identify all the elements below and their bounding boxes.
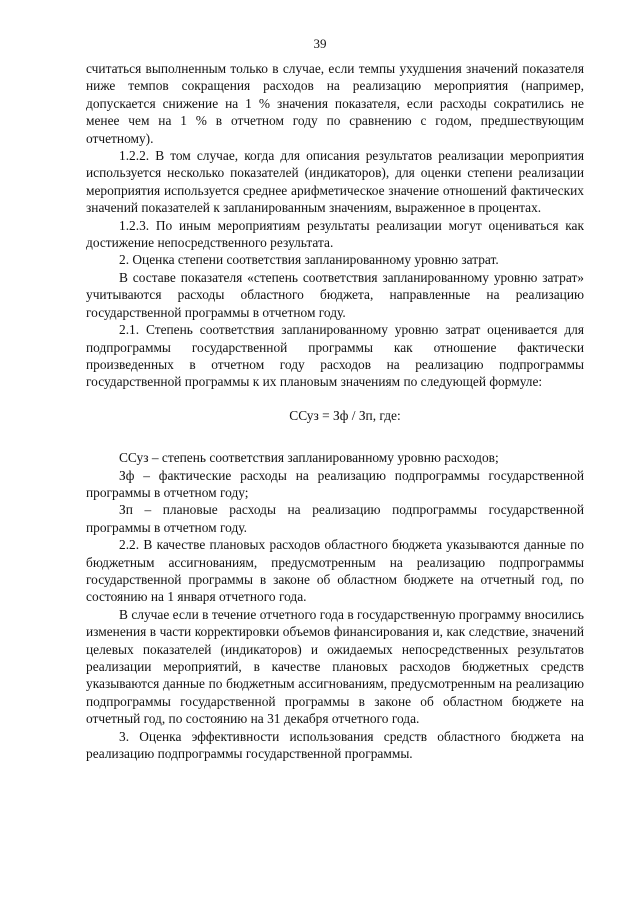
definition-ssuz: ССуз – степень соответствия запланированному уровню расходов; [119, 450, 499, 466]
section-3-heading: 3. Оценка эффективности использования средств областного бюджета на реализацию подпрограммы государственной программы. [86, 728, 584, 762]
document-body [86, 60, 584, 762]
paragraph-1-2-3: 1.2.3. По иным мероприятиям результаты реализации могут оцениваться как достижение непосредственного результата. [86, 217, 584, 251]
formula: ССуз = Зф / Зп, где: [289, 407, 401, 423]
definition-zf: Зф – фактические расходы на реализацию подпрограммы государственной программы в отчетном году; [86, 467, 584, 500]
paragraph-program-changes: В случае если в течение отчетного года в государственную программу вносились изменения в части корректировки объемов финансирования и, как следствие, значений целевых показателей (индикаторов) и ожидаемых непосредственных результатов реализации мероприятий, в качестве плановых расходов бюджетных средств указываются данные по бюджетным ассигнованиям, предусмотренным на реализацию подпрограммы государственной программы в законе об областном бюджете на отчетный год, по состоянию на 31 декабря отчетного года. [86, 606, 584, 727]
section-2-heading: 2. Оценка степени соответствия запланированному уровню затрат. [119, 252, 499, 268]
paragraph-2-2: 2.2. В качестве плановых расходов областного бюджета указываются данные по бюджетным ассигнованиям, предусмотренным на реализацию подпрограммы государственной программы в законе об областном бюджете на отчетный год, по состоянию на 1 января отчетного года. [86, 537, 584, 605]
paragraph-cost-indicator: В составе показателя «степень соответствия запланированному уровню затрат» учитываются расходы областного бюджета, направленные на реализацию государственной программы в отчетном году. [86, 269, 584, 320]
definition-zp: Зп – плановые расходы на реализацию подпрограммы государственной программы в отчетном году. [86, 502, 584, 535]
page-number: 39 [313, 36, 327, 51]
paragraph-1-2-2: 1.2.2. В том случае, когда для описания результатов реализации мероприятия используется несколько показателей (индикаторов), для оценки степени реализации мероприятия используется среднее арифметическое значение отношений фактических значений показателей к запланированным значениям, выраженное в процентах. [86, 148, 584, 216]
paragraph-continuation: считаться выполненным только в случае, если темпы ухудшения значений показателя ниже темпов сокращения расходов на реализацию мероприятия (например, допускается снижение на 1 % значения показателя, если расходы сократились не менее чем на 1 % в отчетном году по сравнению с годом, предшествующим отчетному). [86, 61, 584, 146]
paragraph-2-1: 2.1. Степень соответствия запланированному уровню затрат оценивается для подпрограммы государственной программы как отношение фактически произведенных в отчетном году расходов на реализацию подпрограммы государственной программы к их плановым значениям по следующей формуле: [86, 322, 584, 390]
